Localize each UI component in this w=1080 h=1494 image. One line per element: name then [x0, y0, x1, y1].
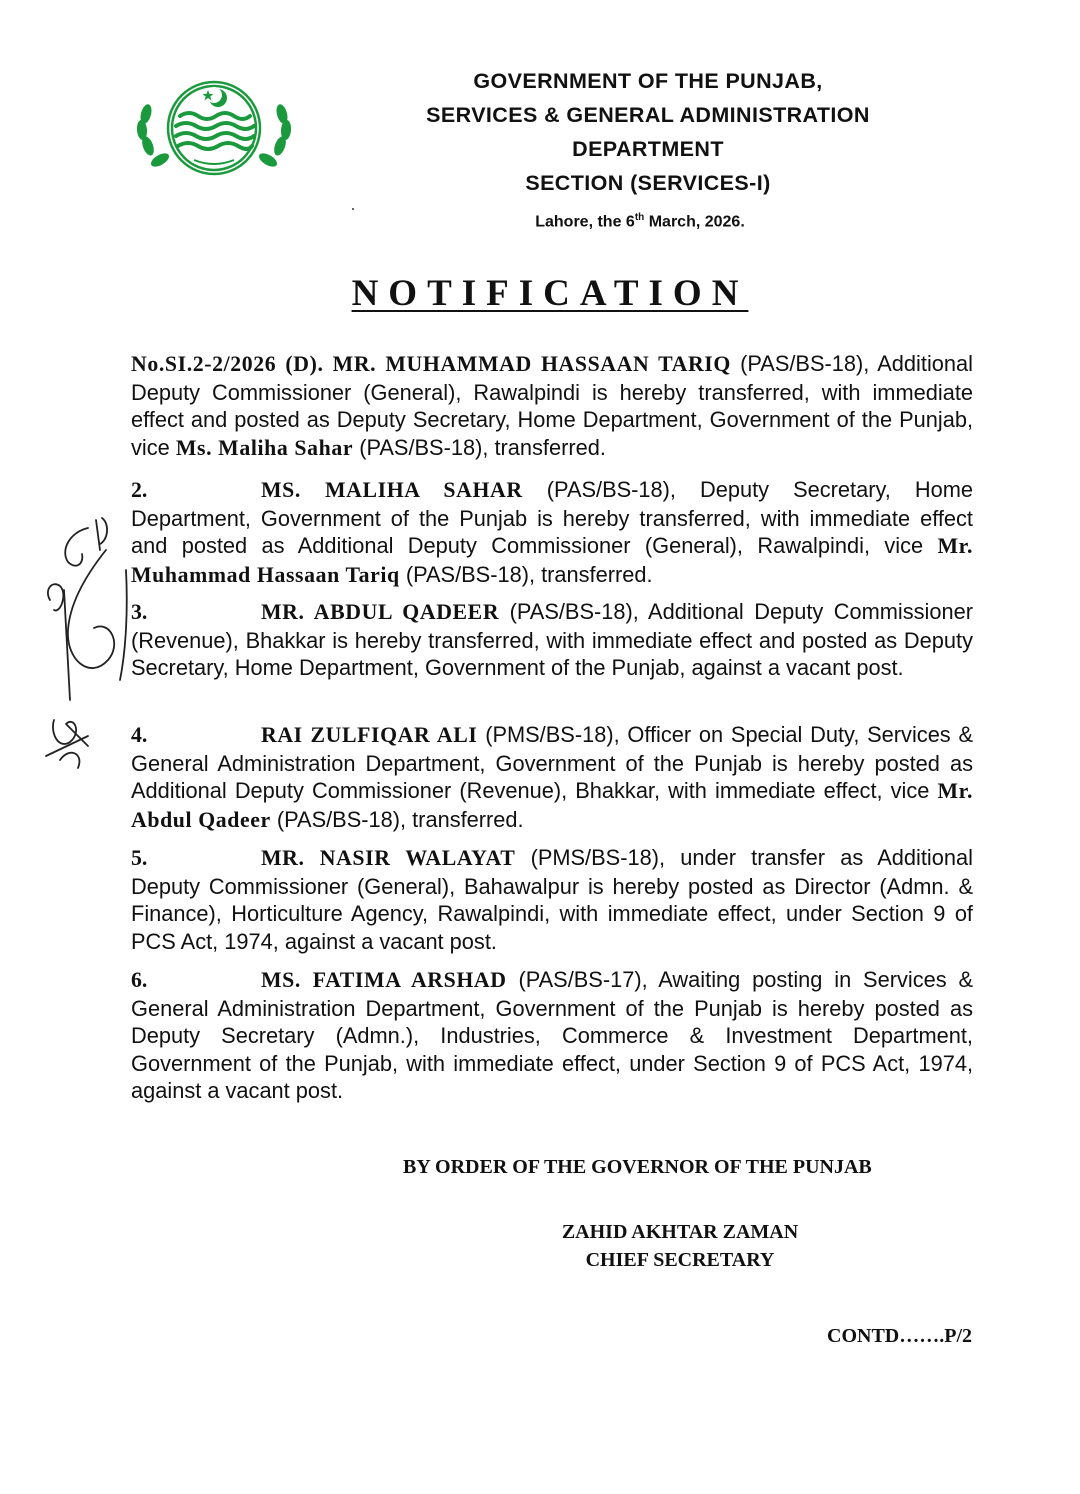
paragraph-number: 4.	[131, 723, 148, 747]
signatory-designation: CHIEF SECRETARY	[585, 1249, 775, 1271]
vice-officer: Mr. Abdul Qadeer	[131, 779, 973, 832]
order-line: BY ORDER OF THE GOVERNOR OF THE PUNJAB	[403, 1156, 872, 1178]
officer-name: MS. FATIMA ARSHAD	[261, 968, 507, 992]
officer-name: MR. NASIR WALAYAT	[261, 846, 516, 870]
officer-name: RAI ZULFIQAR ALI	[261, 723, 478, 747]
header-line-4: SECTION (SERVICES-I)	[525, 171, 771, 195]
letterhead	[370, 64, 926, 200]
signatory-name: ZAHID AKHTAR ZAMAN	[561, 1221, 799, 1243]
officer-name: MS. MALIHA SAHAR	[261, 478, 523, 502]
paragraph-3: 3. MR. ABDUL QADEER (PAS/BS-18), Additional Deputy Commissioner (Revenue), Bhakkar is hereby transferred, with immediate effect and posted as Deputy Secretary, Home Department, Government of the Punjab, against a vacant post.	[131, 599, 973, 680]
handwritten-signature-icon	[30, 510, 140, 780]
continuation-marker: CONTD…….P/2	[827, 1325, 972, 1347]
header-line-1: GOVERNMENT OF THE PUNJAB,	[473, 69, 823, 93]
header-line-3: DEPARTMENT	[572, 137, 724, 161]
scan-speck	[352, 208, 354, 210]
paragraph-5: 5. MR. NASIR WALAYAT (PMS/BS-18), under transfer as Additional Deputy Commissioner (General), Bahawalpur is hereby posted as Director (Admn. & Finance), Horticulture Agency, Rawalpindi, with immediate effect, under Section 9 of PCS Act, 1974, against a vacant post.	[131, 845, 973, 954]
paragraph-number: 6.	[131, 968, 148, 992]
punjab-emblem-icon	[128, 76, 300, 180]
vice-officer: Mr. Muhammad Hassaan Tariq	[131, 534, 973, 587]
signatory-block	[480, 1218, 880, 1274]
paragraph-4: 4. RAI ZULFIQAR ALI (PMS/BS-18), Officer on Special Duty, Services & General Administration Department, Government of the Punjab is hereby posted as Additional Deputy Commissioner (Revenue), Bhakkar, with immediate effect, vice Mr. Abdul Qadeer (PAS/BS-18), transferred.	[131, 722, 973, 832]
officer-name: MR. ABDUL QADEER	[261, 600, 500, 624]
paragraph-1: No.SI.2-2/2026 (D). MR. MUHAMMAD HASSAAN TARIQ (PAS/BS-18), Additional Deputy Commissioner (General), Rawalpindi is hereby transferred, with immediate effect and posted as Deputy Secretary, Home Department, Government of the Punjab, vice Ms. Maliha Sahar (PAS/BS-18), transferred.	[131, 351, 973, 460]
reference-and-officer: No.SI.2-2/2026 (D). MR. MUHAMMAD HASSAAN TARIQ	[131, 352, 731, 376]
vice-officer: Ms. Maliha Sahar	[175, 435, 354, 460]
paragraph-number: 5.	[131, 846, 148, 870]
paragraph-number: 3.	[131, 600, 148, 624]
paragraph-number: 2.	[131, 478, 148, 502]
header-line-2: SERVICES & GENERAL ADMINISTRATION	[426, 103, 870, 127]
paragraph-2: 2. MS. MALIHA SAHAR (PAS/BS-18), Deputy Secretary, Home Department, Government of the Punjab is hereby transferred, with immediate effect and posted as Additional Deputy Commissioner (General), Rawalpindi, vice Mr. Muhammad Hassaan Tariq (PAS/BS-18), transferred.	[131, 477, 973, 587]
notification-title: NOTIFICATION	[351, 273, 749, 314]
dateline: Lahore, the 6th March, 2026.	[535, 212, 745, 231]
paragraph-6: 6. MS. FATIMA ARSHAD (PAS/BS-17), Awaiting posting in Services & General Administration Department, Government of the Punjab is hereby posted as Deputy Secretary (Admn.), Industries, Commerce & Investment Department, Government of the Punjab, with immediate effect, under Section 9 of PCS Act, 1974, against a vacant post.	[131, 967, 973, 1103]
